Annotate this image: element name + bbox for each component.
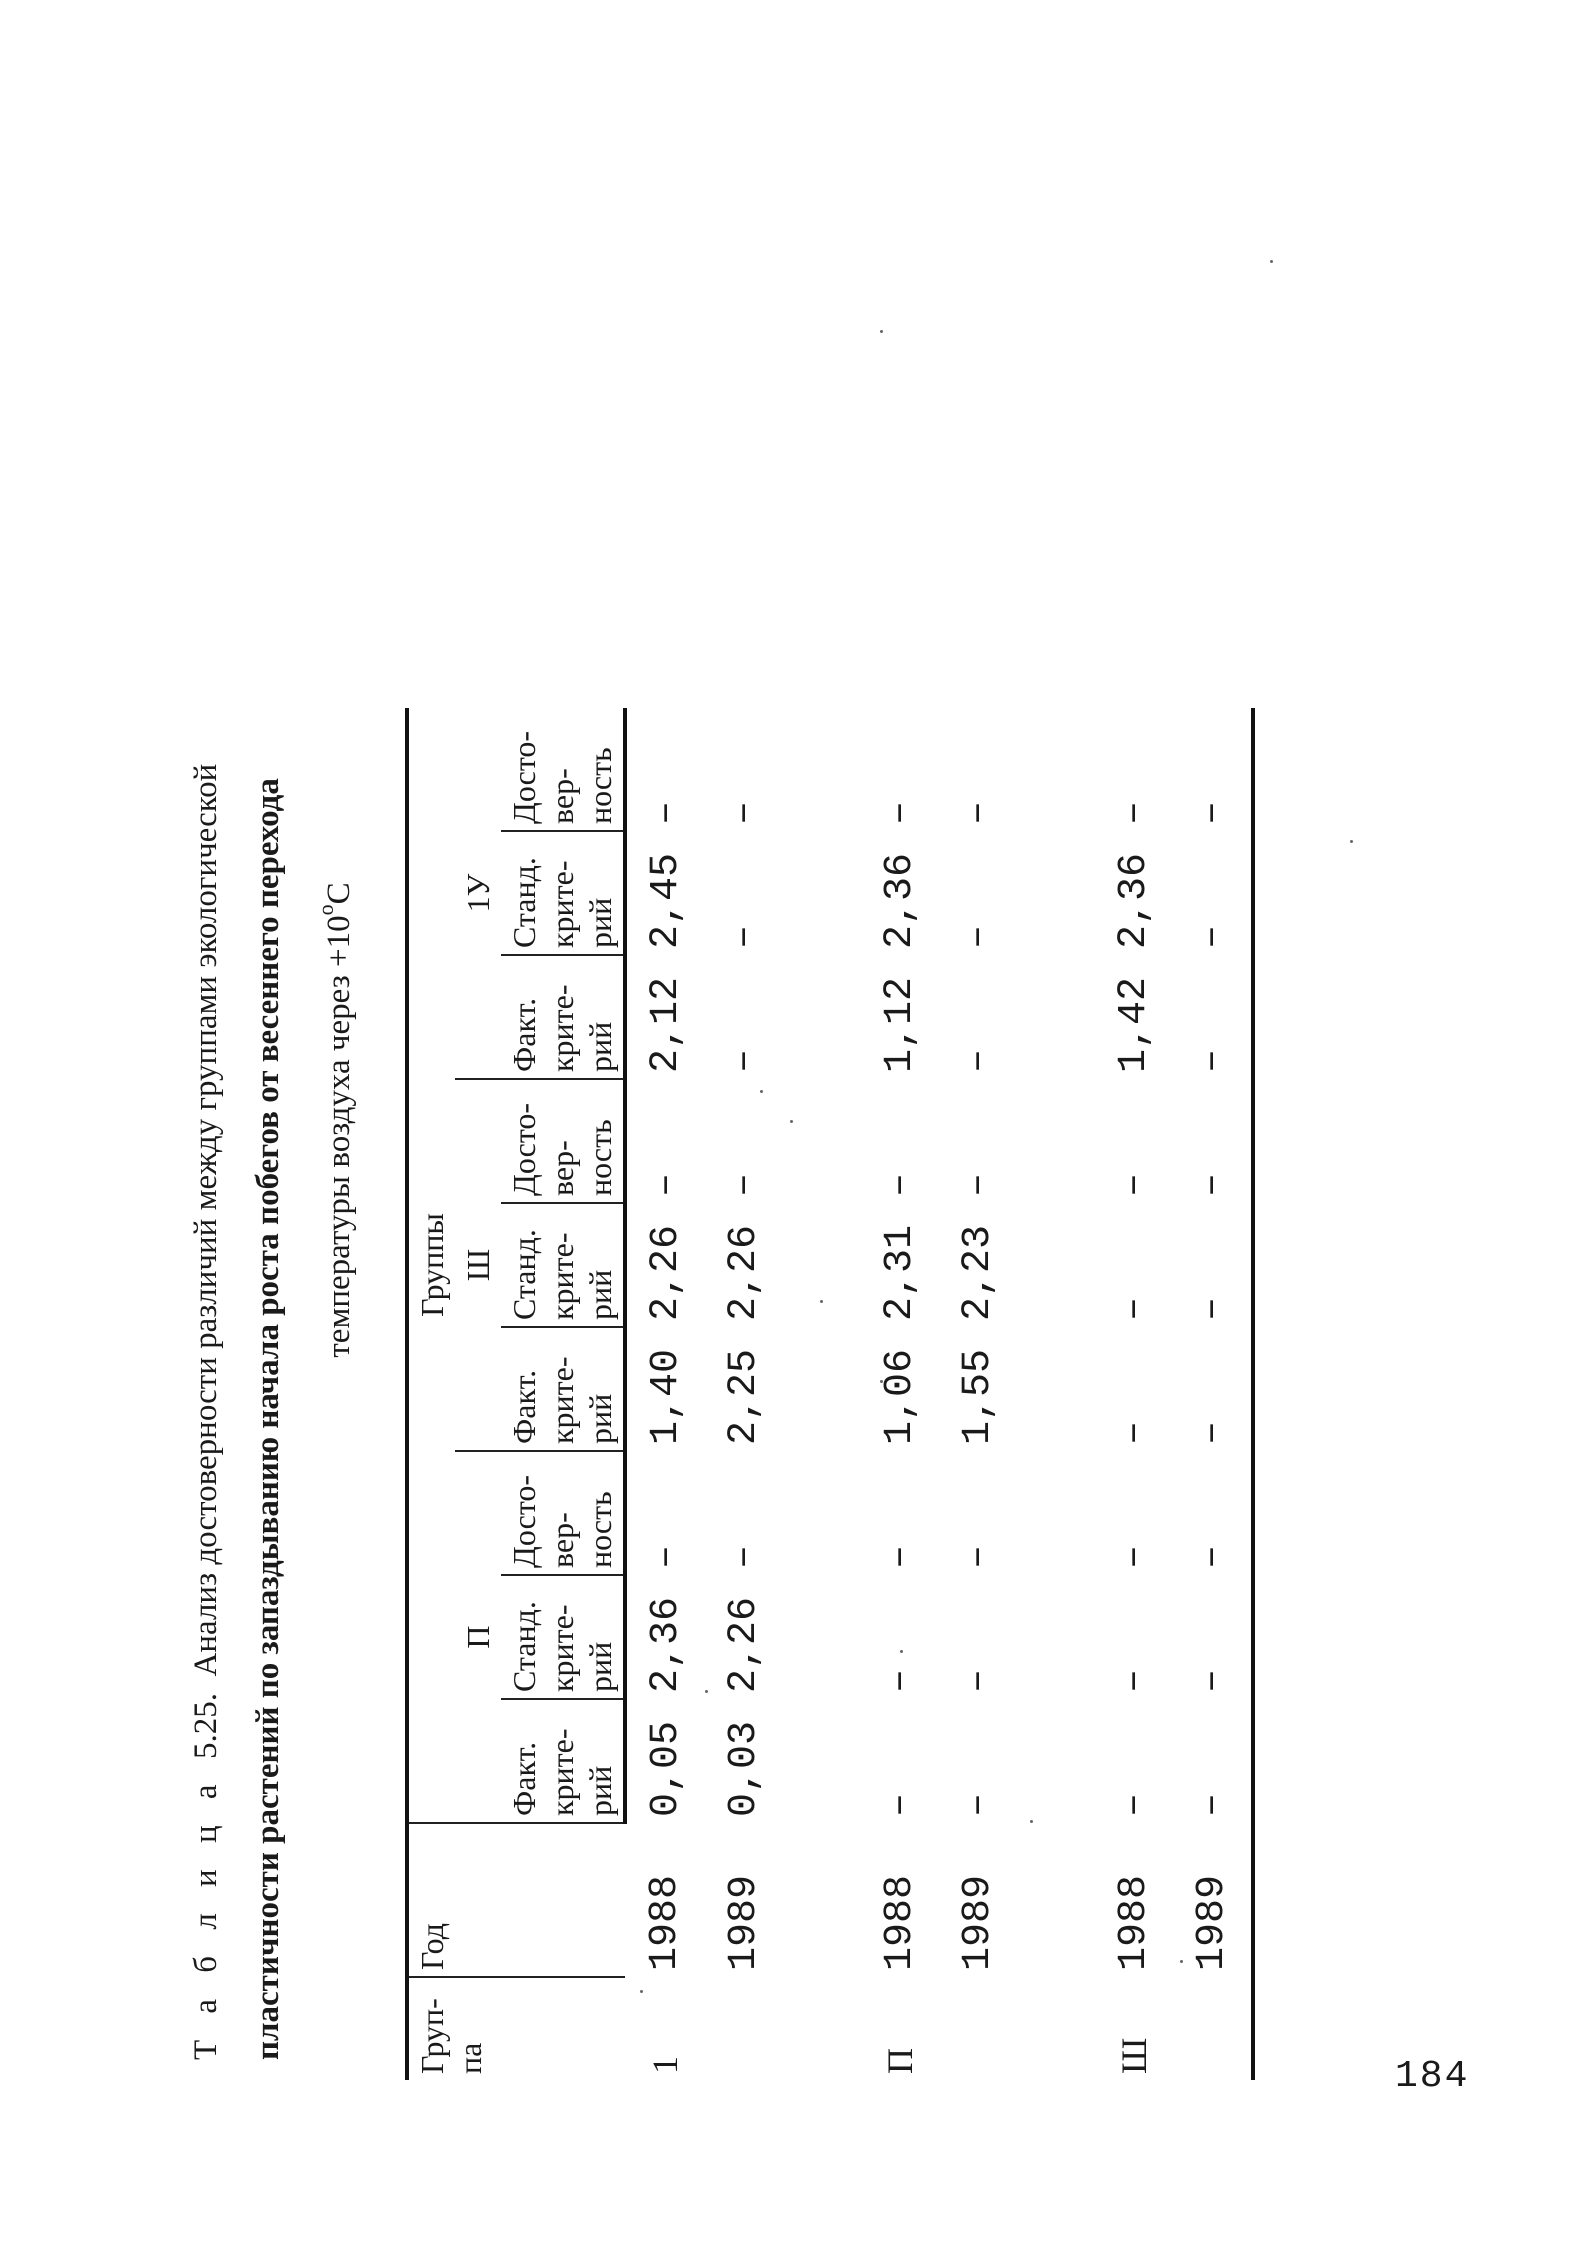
cell-group: П: [880, 2048, 920, 2074]
cell-value: 2,45: [643, 852, 689, 949]
caption-line-2: пластичности растений по запаздыванию начала роста побегов от весеннего перехода: [250, 778, 286, 2060]
caption-line-3: [299, 160, 370, 2080]
cell-value: –: [1111, 1296, 1157, 1321]
cell-value: –: [1111, 1172, 1157, 1197]
cell-value: –: [955, 1048, 1001, 1073]
subcol-reliability: Досто-вер-ность: [501, 1079, 625, 1203]
cell-value: –: [877, 1668, 923, 1693]
cell-year: 1988: [642, 1874, 688, 1971]
cell-value: –: [877, 800, 923, 825]
cell-value: –: [1189, 1172, 1235, 1197]
cell-value: –: [643, 1172, 689, 1197]
header-subgroup-3: Ш: [455, 1079, 501, 1451]
cell-value: –: [1111, 1420, 1157, 1445]
cell-value: –: [955, 1172, 1001, 1197]
cell-value: –: [955, 1668, 1001, 1693]
cell-value: 2,25: [721, 1348, 767, 1445]
cell-value: –: [643, 1544, 689, 1569]
cell-value: 1,42: [1111, 976, 1157, 1073]
cell-value: 2,26: [721, 1224, 767, 1321]
subcol-fact: Факт. крите-рий: [501, 1699, 625, 1823]
header-subgroup-4: 1У: [455, 708, 501, 1079]
subcol-reliability: Досто-вер-ность: [501, 1451, 625, 1575]
gap-cell: [783, 708, 861, 2080]
header-groups: Группы: [407, 708, 455, 1823]
cell-value: –: [1111, 1792, 1157, 1817]
cell-year: 1988: [1111, 1874, 1157, 1971]
cell-value: –: [1111, 800, 1157, 825]
table-row: [1095, 708, 1173, 2080]
cell-value: –: [1189, 1048, 1235, 1073]
cell-value: –: [643, 800, 689, 825]
cell-group: [705, 1977, 783, 2080]
table-row: [705, 708, 783, 2080]
cell-value: –: [721, 1048, 767, 1073]
cell-value: 2,36: [643, 1596, 689, 1693]
row-gap: [783, 708, 861, 2080]
row-gap: [1017, 708, 1095, 2080]
subcol-reliability: Досто-вер-ность: [501, 708, 625, 831]
cell-value: –: [1189, 800, 1235, 825]
cell-value: –: [877, 1544, 923, 1569]
cell-group: 1: [645, 2056, 685, 2074]
cell-group: Ш: [1114, 2037, 1154, 2074]
cell-value: –: [955, 1792, 1001, 1817]
cell-value: 1,40: [643, 1348, 689, 1445]
cell-year: 1989: [955, 1874, 1001, 1971]
subcol-fact: Факт. крите-рий: [501, 1327, 625, 1451]
cell-value: 2,26: [721, 1596, 767, 1693]
header-year: Год: [407, 1823, 625, 1977]
caption-line-1: [175, 764, 237, 2060]
degree-sign: о: [313, 904, 338, 916]
cell-value: –: [955, 800, 1001, 825]
rotated-page: [175, 160, 1275, 2080]
cell-value: –: [721, 924, 767, 949]
header-subgroup-2: П: [455, 1451, 501, 1823]
cell-group: [939, 1977, 1017, 2080]
table-row: [939, 708, 1017, 2080]
cell-value: 2,36: [1111, 852, 1157, 949]
cell-value: –: [1111, 1544, 1157, 1569]
cell-value: –: [877, 1172, 923, 1197]
cell-value: –: [955, 1544, 1001, 1569]
subcol-fact: Факт. крите-рий: [501, 955, 625, 1079]
cell-group: [1173, 1977, 1253, 2080]
header-group: Груп-па: [407, 1977, 625, 2080]
cell-value: –: [721, 800, 767, 825]
cell-value: 1,06: [877, 1348, 923, 1445]
cell-year: 1989: [1189, 1874, 1235, 1971]
cell-value: 0,03: [721, 1720, 767, 1817]
cell-value: 2,26: [643, 1224, 689, 1321]
subcol-standard: Станд. крите-рий: [501, 831, 625, 955]
gap-cell: [1017, 708, 1095, 2080]
cell-year: 1988: [877, 1874, 923, 1971]
cell-year: 1989: [721, 1874, 767, 1971]
cell-value: 1,12: [877, 976, 923, 1073]
caption-title-3: температуры воздуха через +10: [321, 915, 357, 1358]
cell-value: –: [877, 1792, 923, 1817]
subcol-standard: Станд. крите-рий: [501, 1575, 625, 1699]
cell-value: 1,55: [955, 1348, 1001, 1445]
table-row: [1173, 708, 1253, 2080]
caption-title-1: Анализ достоверности различий между группами экологической: [188, 763, 224, 1677]
table-row: [625, 708, 705, 2080]
cell-value: 0,05: [643, 1720, 689, 1817]
table-row: [861, 708, 939, 2080]
cell-value: –: [1189, 1544, 1235, 1569]
data-table: [405, 708, 1255, 2080]
cell-value: 2,36: [877, 852, 923, 949]
cell-value: –: [1111, 1668, 1157, 1693]
cell-value: –: [1189, 1296, 1235, 1321]
cell-value: 2,23: [955, 1224, 1001, 1321]
cell-value: –: [721, 1172, 767, 1197]
cell-value: 2,12: [643, 976, 689, 1073]
cell-value: –: [721, 1544, 767, 1569]
cell-value: 2,31: [877, 1224, 923, 1321]
cell-value: –: [1189, 1668, 1235, 1693]
cell-value: –: [1189, 1420, 1235, 1445]
cell-value: –: [1189, 1792, 1235, 1817]
table-body: [625, 708, 1253, 2080]
caption-label: Т а б л и ц а: [188, 1775, 224, 2060]
cell-value: –: [1189, 924, 1235, 949]
page-number: 184: [1395, 2055, 1470, 2098]
caption-number: 5.25.: [188, 1692, 224, 1759]
caption-unit: С: [321, 882, 357, 905]
cell-value: –: [955, 924, 1001, 949]
subcol-standard: Станд. крите-рий: [501, 1203, 625, 1327]
